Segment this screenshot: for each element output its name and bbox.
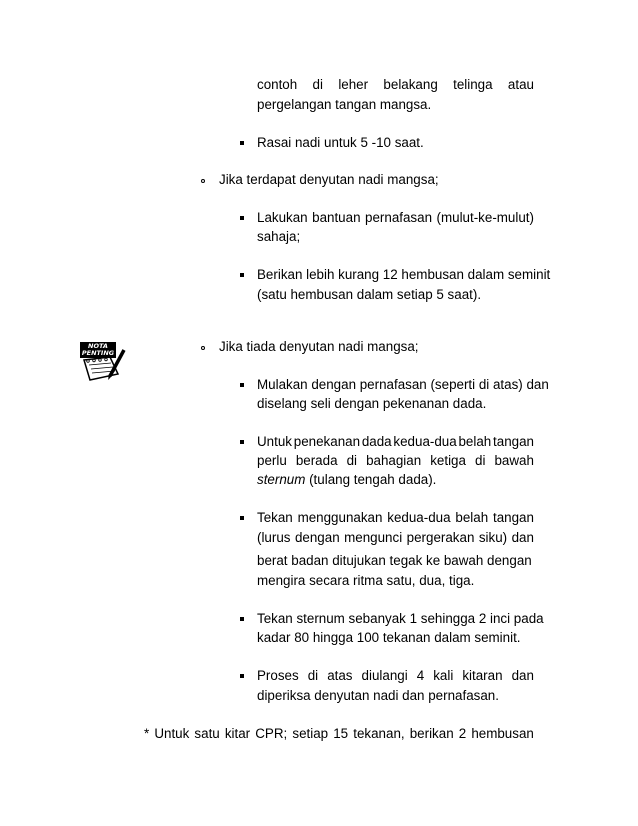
word: belah (458, 434, 492, 449)
word: berikan (409, 726, 454, 741)
word: belakang (383, 77, 438, 92)
untuk-line-3-rest: (tulang tengah dada). (305, 472, 437, 487)
nota-label: NOTA (88, 342, 108, 350)
word: siku) (478, 530, 508, 545)
word: CPR; (255, 726, 288, 741)
rasai-text: Rasai nadi untuk 5 -10 saat. (257, 135, 424, 150)
berikan-line-1: Berikan lebih kurang 12 hembusan dalam seminit (257, 267, 551, 282)
lakukan-line-1 (257, 210, 534, 226)
word: bawah (494, 453, 534, 468)
word: di (346, 453, 358, 468)
tekan-line-2 (257, 530, 534, 546)
word: satu (194, 726, 220, 741)
word: diulangi (361, 668, 408, 683)
word: (mulut-ke-mulut) (436, 210, 534, 225)
mulakan-line-2: diselang seli dengan pekenanan dada. (257, 396, 487, 411)
word: leher (338, 77, 369, 92)
square-bullet-icon (240, 516, 244, 520)
word: dengan (294, 530, 340, 545)
square-bullet-icon (240, 216, 244, 220)
tekan-sternum-line-1: Tekan sternum sebanyak 1 sehingga 2 inci pada (257, 611, 544, 626)
word: kitaran (462, 668, 503, 683)
word: tangan (493, 434, 534, 449)
word: tangan (492, 510, 534, 525)
sternum-italic: sternum (257, 472, 306, 487)
square-bullet-icon (240, 674, 244, 678)
word: 4 (416, 668, 425, 683)
word: penekanan (293, 434, 361, 449)
word: tekanan, (353, 726, 405, 741)
word: Lakukan (257, 210, 308, 225)
word: 15 (333, 726, 349, 741)
untuk-line-1 (257, 434, 534, 450)
word: menggunakan (297, 510, 383, 525)
proses-line-1 (257, 668, 534, 684)
word: dada (361, 434, 392, 449)
word: * (144, 726, 150, 741)
tekan-line-4: mengira secara ritma satu, dua, tiga. (257, 573, 475, 588)
jika-tiada-text: Jika tiada denyutan nadi mangsa; (219, 339, 419, 354)
proses-line-2: diperiksa denyutan nadi dan pernafasan. (257, 688, 499, 703)
mulakan-line-1: Mulakan dengan pernafasan (seperti di atas) dan (257, 377, 549, 392)
word: atau (507, 77, 534, 92)
tekan-line-3: berat badan ditujukan tegak ke bawah dengan (257, 553, 532, 568)
square-bullet-icon (240, 440, 244, 444)
square-bullet-icon (240, 383, 244, 387)
word: bahagian (366, 453, 422, 468)
word: Untuk (257, 434, 292, 449)
word: kedua-dua (393, 434, 457, 449)
word: mengunci (344, 530, 403, 545)
word: (lurus (257, 530, 291, 545)
word: ketiga (430, 453, 466, 468)
berikan-line-2: (satu hembusan dalam setiap 5 saat). (257, 287, 482, 302)
word: kedua-dua (387, 510, 451, 525)
circle-bullet-icon (201, 346, 205, 350)
word: Proses (257, 668, 299, 683)
word: contoh (257, 77, 298, 92)
word: kali (433, 668, 454, 683)
word: berada (295, 453, 338, 468)
word: belah (455, 510, 489, 525)
untuk-line-3 (257, 472, 436, 488)
continuation-line-1 (257, 77, 534, 93)
word: Tekan (257, 510, 293, 525)
word: hembusan (471, 726, 534, 741)
untuk-line-2 (257, 453, 534, 469)
continuation-line-2: pergelangan tangan mangsa. (257, 97, 432, 112)
word: di (475, 453, 486, 468)
word: perlu (257, 453, 287, 468)
nota-penting-icon (80, 340, 126, 389)
word: pernafasan (365, 210, 433, 225)
word: telinga (453, 77, 493, 92)
word: 2 (458, 726, 467, 741)
tekan-sternum-line-2: kadar 80 hingga 100 tekanan dalam seminit. (257, 630, 521, 645)
word: dan (511, 530, 534, 545)
tekan-line-1 (257, 510, 534, 526)
word: bantuan (312, 210, 361, 225)
lakukan-line-2: sahaja; (257, 229, 301, 244)
circle-bullet-icon (201, 179, 205, 183)
word: di (312, 77, 323, 92)
word: pergerakan (406, 530, 475, 545)
word: Untuk (154, 726, 190, 741)
jika-ada-text: Jika terdapat denyutan nadi mangsa; (219, 172, 439, 187)
penting-label: PENTING (81, 349, 115, 357)
footer-note-line (144, 726, 534, 742)
square-bullet-icon (240, 273, 244, 277)
square-bullet-icon (240, 617, 244, 621)
word: di (307, 668, 319, 683)
square-bullet-icon (240, 141, 244, 145)
word: setiap (292, 726, 329, 741)
word: kitar (224, 726, 251, 741)
word: atas (327, 668, 353, 683)
word: dan (511, 668, 534, 683)
